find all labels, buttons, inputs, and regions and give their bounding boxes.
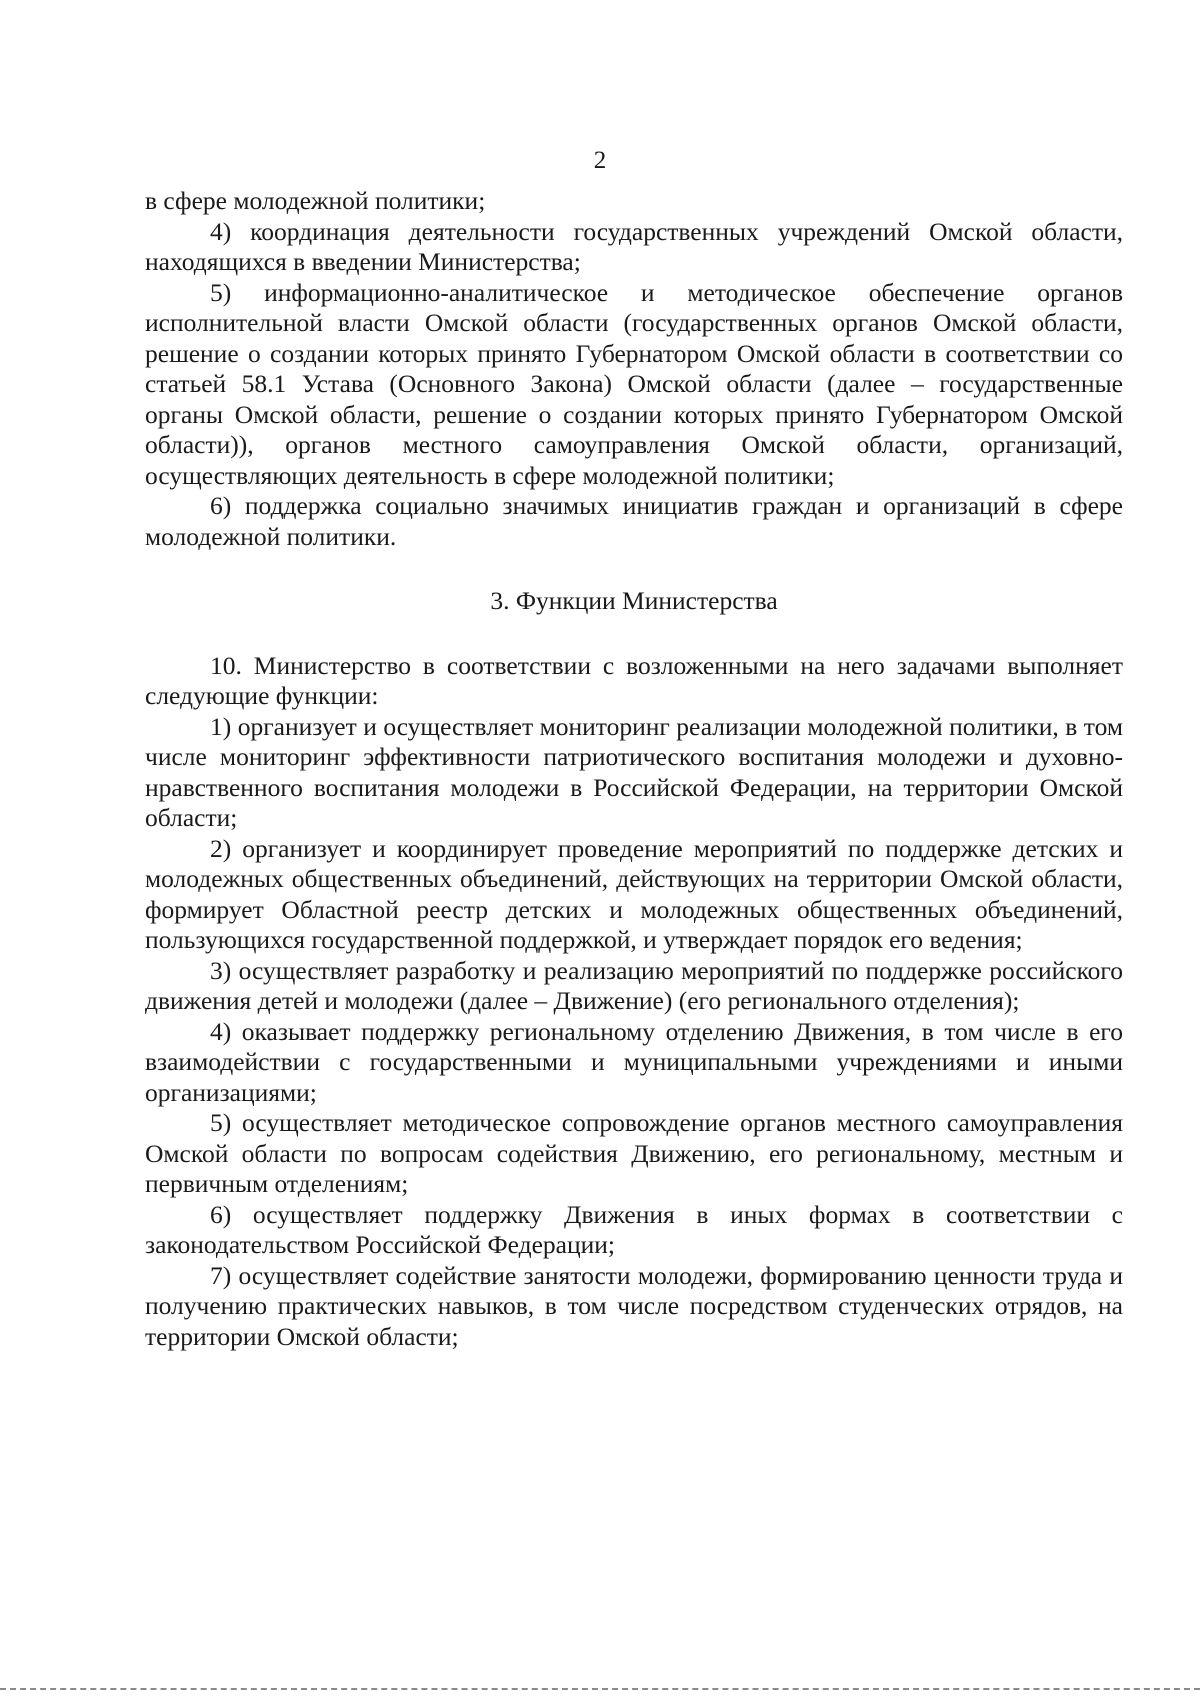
paragraph-item-4: 4) координация деятельности государственных учреждений Омской области, находящихся в введении Министерства; [145,216,1123,276]
scan-edge-line [0,1688,1200,1690]
paragraph-item-5: 5) информационно-аналитическое и методическое обеспечение органов исполнительной власти Омской области (государственных органов Омской области, решение о создании которых принято Губернатором Омской области в соответствии со статьей 58.1 Устава (Основного Закона) Омской области (далее – государственные органы Омской области, решение о создании которых принято Губернатором Омской области)), органов местного самоуправления Омской области, организаций, осуществляющих деятельность в сфере молодежной политики; [145,277,1123,490]
paragraph-function-2: 2) организует и координирует проведение мероприятий по поддержке детских и молодежных общественных объединений, действующих на территории Омской области, формирует Областной реестр детских и молодежных общественных объединений, пользующихся государственной поддержкой, и утверждает порядок его ведения; [145,833,1123,954]
spacer [145,617,1123,651]
section-heading: 3. Функции Министерства [490,586,778,615]
page-number: 2 [593,147,607,174]
paragraph-clause-10: 10. Министерство в соответствии с возложенными на него задачами выполняет следующие функции: [145,650,1123,710]
paragraph-continuation: в сфере молодежной политики; [145,186,486,215]
paragraph-function-3: 3) осуществляет разработку и реализацию мероприятий по поддержке российского движения детей и молодежи (далее – Движение) (его регионального отделения); [145,955,1123,1015]
paragraph-function-7: 7) осуществляет содействие занятости молодежи, формированию ценности труда и получению практических навыков, в том числе посредством студенческих отрядов, на территории Омской области; [145,1260,1123,1351]
paragraph-function-4: 4) оказывает поддержку региональному отделению Движения, в том числе в его взаимодействии с государственными и муниципальными учреждениями и иными организациями; [145,1016,1123,1107]
paragraph-item-6: 6) поддержка социально значимых инициатив граждан и организаций в сфере молодежной политики. [145,491,1123,551]
document-body [145,186,1123,1352]
spacer [145,552,1123,586]
paragraph-function-6: 6) осуществляет поддержку Движения в иных формах в соответствии с законодательством Российской Федерации; [145,1199,1123,1259]
paragraph-function-1: 1) организует и осуществляет мониторинг реализации молодежной политики, в том числе мониторинг эффективности патриотического воспитания молодежи и духовно-нравственного воспитания молодежи в Российской Федерации, на территории Омской области; [145,711,1123,832]
paragraph-function-5: 5) осуществляет методическое сопровождение органов местного самоуправления Омской области по вопросам содействия Движению, его региональному, местным и первичным отделениям; [145,1108,1123,1198]
